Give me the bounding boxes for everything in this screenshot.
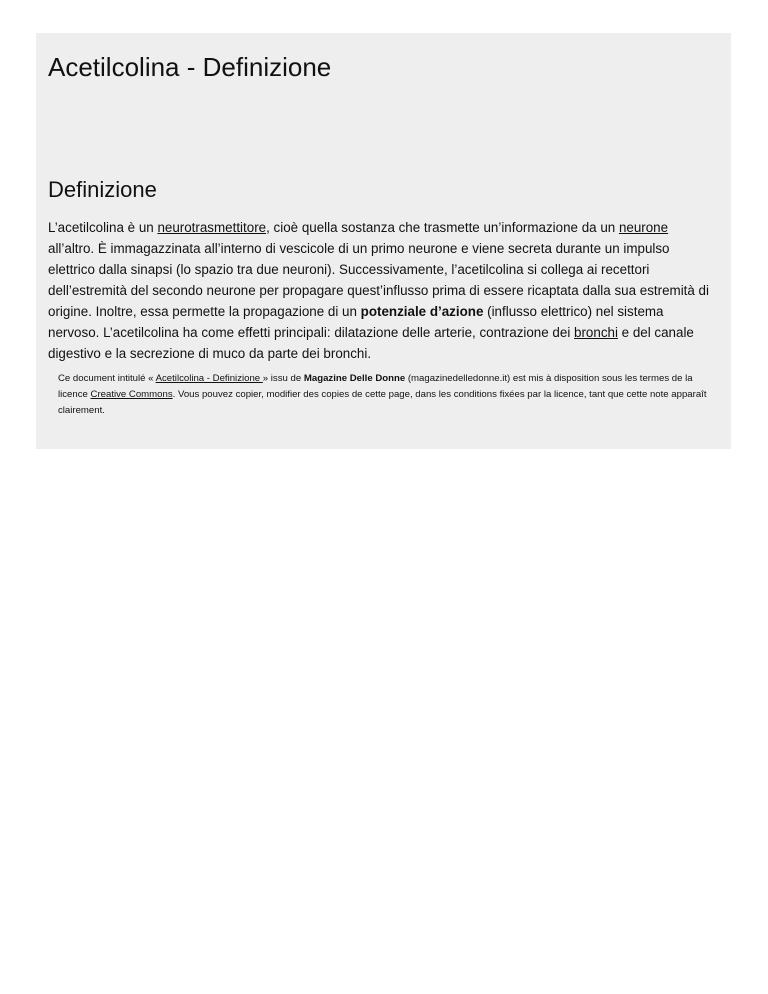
paragraph-text: all’altro. È immagazzinata all’interno di vescicole di un primo neurone e viene secreta durante un impulso elettrico dalla sinapsi (lo spazio tra due neuroni). Successivamente, l’acetilcolina si collega ai recettori dell’estremità del secondo neurone per propagare quest’influsso prima di essere ricaptata dalla sua estremità di origine. Inoltre, essa permette la propagazione di un — [48, 241, 709, 319]
creative-commons-link[interactable]: Creative Commons — [90, 389, 173, 400]
paragraph-text: L’acetilcolina è un — [48, 220, 158, 235]
bronchi-link[interactable]: bronchi — [574, 325, 618, 340]
note-text: . Vous pouvez copier, modifier des copies de cette page, dans les conditions fixées par la licence, tant que cette note apparaît clairement. — [58, 389, 707, 416]
paragraph-text: e del canale digestivo e la secrezione di muco da parte dei bronchi. — [48, 325, 694, 361]
section-heading: Definizione — [48, 177, 157, 202]
page-title: Acetilcolina - Definizione — [48, 52, 332, 82]
bold-term: potenziale d’azione — [360, 304, 484, 319]
definition-paragraph — [48, 217, 713, 364]
source-name: Magazine Delle Donne — [303, 373, 406, 384]
neurotrasmettitore-link[interactable]: neurotrasmettitore — [157, 220, 267, 235]
neurone-link[interactable]: neurone — [618, 220, 669, 235]
paragraph-text: , cioè quella sostanza che trasmette un’informazione da un — [266, 220, 619, 235]
paragraph-text: (influsso elettrico) nel sistema nervoso. L’acetilcolina ha come effetti principali: dilatazione delle arterie, contrazione dei — [48, 304, 664, 340]
article-panel — [36, 33, 731, 449]
license-note — [58, 371, 708, 419]
note-text: » issu de — [262, 373, 304, 384]
note-text: (magazinedelledonne.it) est mis à disposition sous les termes de la licence — [58, 373, 693, 400]
document-title-link[interactable]: Acetilcolina - Definizione — [155, 373, 263, 384]
note-text: Ce document intitulé « — [58, 373, 156, 384]
